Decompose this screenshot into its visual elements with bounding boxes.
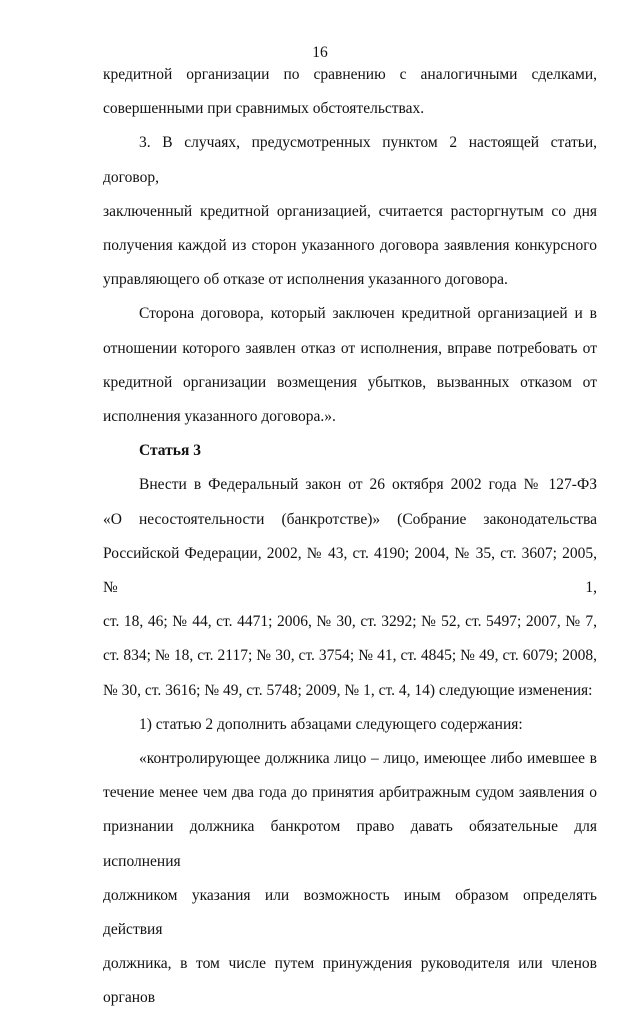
text-line: отношении которого заявлен отказ от исполнения, вправе потребовать от — [103, 339, 597, 357]
text-line: течение менее чем два года до принятия арбитражным судом заявления о — [103, 784, 597, 802]
document-body — [103, 58, 597, 1016]
text-line: должником указания или возможность иным образом определять действия — [103, 886, 597, 939]
text-line: ст. 834; № 18, ст. 2117; № 30, ст. 3754; № 41, ст. 4845; № 49, ст. 6079; 2008, — [103, 647, 597, 665]
page-number: 16 — [312, 44, 328, 61]
paragraph-definition — [103, 742, 597, 1016]
text-line: управляющего об отказе от исполнения указанного договора. — [103, 271, 508, 289]
text-line: «О несостоятельности (банкротстве)» (Собрание законодательства — [103, 510, 597, 528]
text-line: Внести в Федеральный закон от 26 октября 2002 года № 127-ФЗ — [139, 476, 597, 494]
text-line: заключенный кредитной организацией, считается расторгнутым со дня — [103, 202, 597, 220]
text-line: признании должника банкротом право давать обязательные для исполнения — [103, 818, 597, 870]
text-line: должника, в том числе путем принуждения руководителя или членов органов — [103, 955, 597, 1007]
text-line: исполнения указанного договора.». — [103, 408, 336, 426]
paragraph-item-1 — [103, 708, 597, 742]
paragraph-amendment-intro — [103, 468, 597, 707]
text-line: получения каждой из сторон указанного договора заявления конкурсного — [103, 237, 597, 255]
text-line: совершенными при сравнимых обстоятельствах. — [103, 100, 425, 118]
text-line: кредитной организации возмещения убытков, вызванных отказом от — [103, 373, 597, 391]
paragraph-continuation — [103, 58, 597, 126]
text-line: № 30, ст. 3616; № 49, ст. 5748; 2009, № 1, ст. 4, 14) следующие изменения: — [103, 681, 593, 699]
text-line: «контролирующее должника лицо – лицо, имеющее либо имевшее в — [139, 750, 597, 768]
text-line: 3. В случаях, предусмотренных пунктом 2 настоящей статьи, договор, — [103, 134, 597, 186]
text-line: кредитной организации по сравнению с аналогичными сделками, — [103, 66, 597, 83]
text-line: Российской Федерации, 2002, № 43, ст. 4190; 2004, № 35, ст. 3607; 2005, № 1, — [103, 544, 597, 597]
paragraph-clause-3 — [103, 126, 597, 297]
text-line: 1) статью 2 дополнить абзацами следующего содержания: — [139, 715, 523, 733]
paragraph-party-claim — [103, 297, 597, 434]
article-heading: Статья 3 — [139, 442, 201, 460]
text-line: Сторона договора, который заключен кредитной организацией и в — [139, 305, 597, 323]
text-line: ст. 18, 46; № 44, ст. 4471; 2006, № 30, ст. 3292; № 52, ст. 5497; 2007, № 7, — [103, 613, 597, 631]
